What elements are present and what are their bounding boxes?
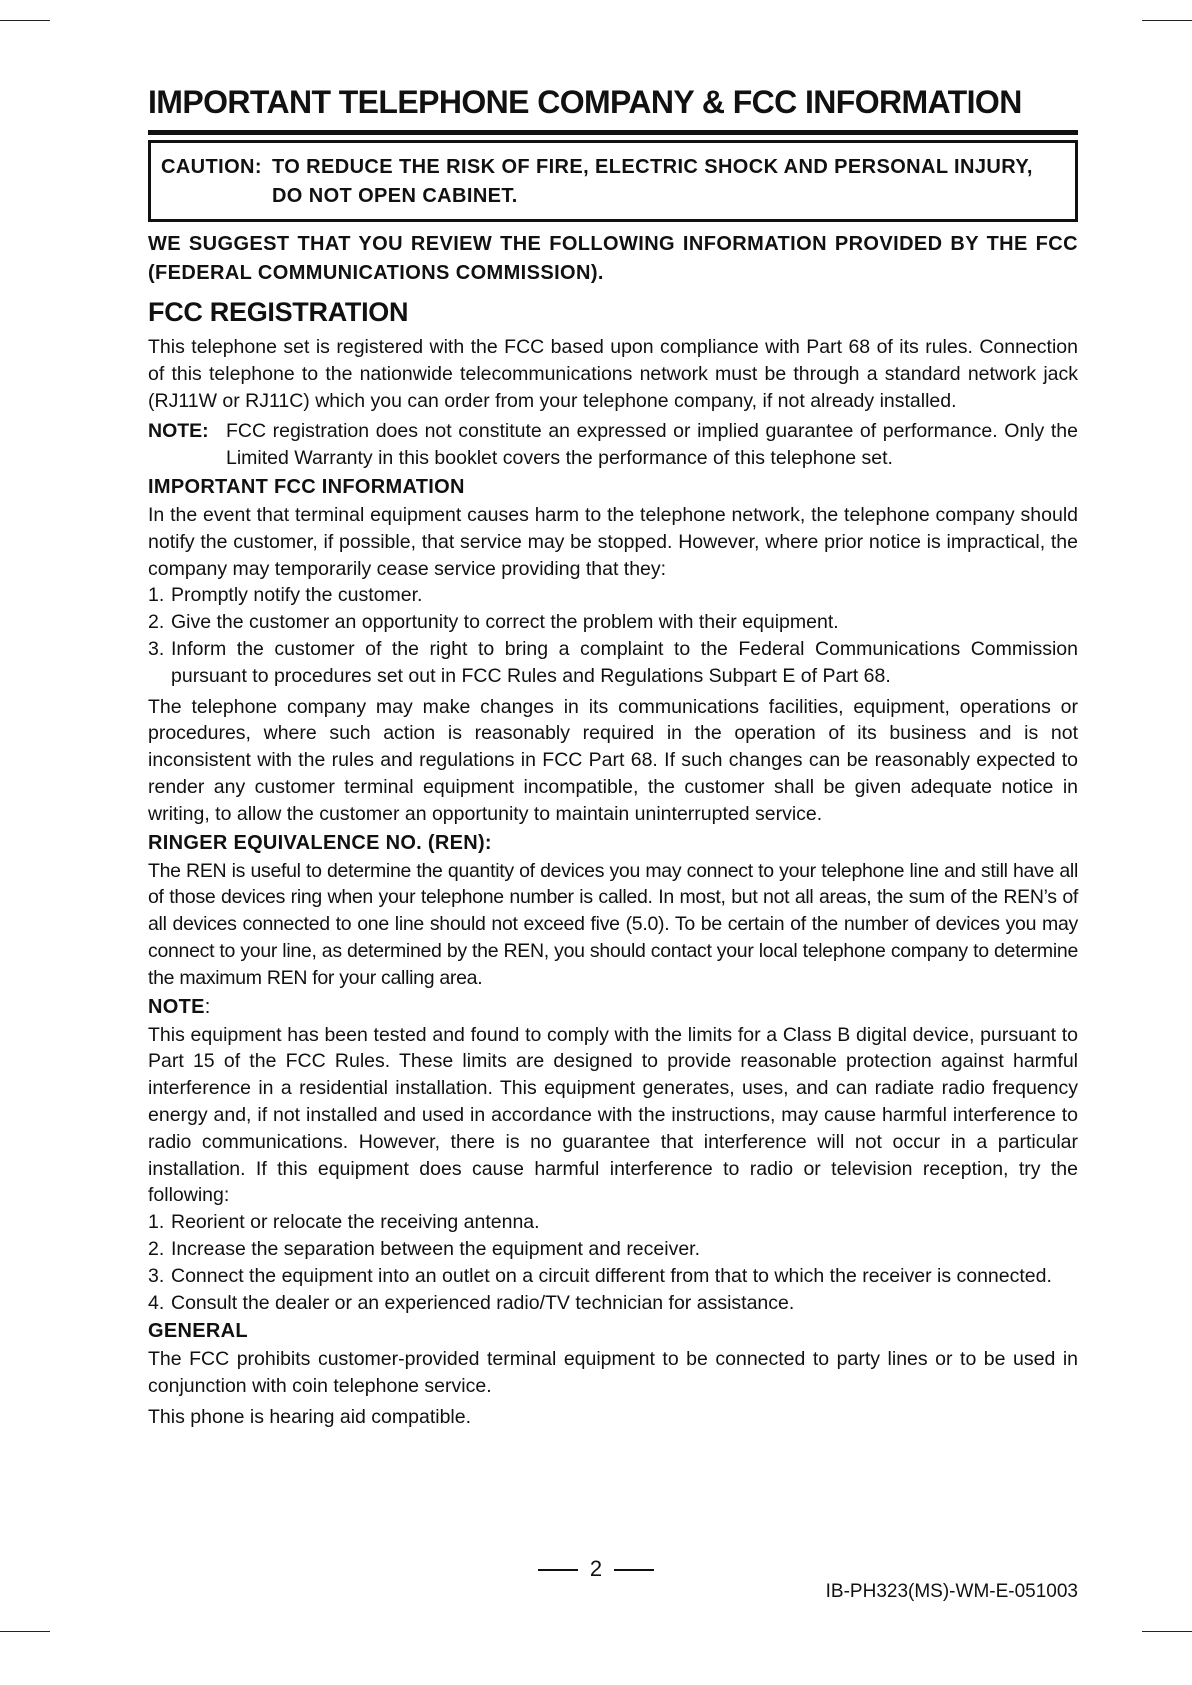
ren-heading: RINGER EQUIVALENCE NO. (REN):	[148, 831, 492, 854]
title-divider	[148, 130, 1078, 135]
crop-mark-bottom-right	[1142, 1631, 1192, 1632]
list-number: 3.	[148, 1264, 165, 1287]
general-heading: GENERAL	[148, 1320, 248, 1343]
review-suggestion: WE SUGGEST THAT YOU REVIEW THE FOLLOWING INFORMATION PROVIDED BY THE FCC (FEDERAL COMMUNICATIONS COMMISSION).	[148, 233, 1078, 284]
list-text: Reorient or relocate the receiving antenna.	[171, 1211, 540, 1234]
page-dash-left	[538, 1569, 578, 1571]
list-item	[148, 609, 1078, 636]
note-heading-colon: :	[204, 995, 211, 1018]
note-label: NOTE:	[148, 420, 209, 443]
general-body: The FCC prohibits customer-provided terminal equipment to be connected to party lines or to be used in conjunction with coin telephone service.	[148, 1348, 1078, 1398]
list-text: Increase the separation between the equipment and receiver.	[171, 1237, 701, 1260]
page-title: IMPORTANT TELEPHONE COMPANY & FCC INFORMATION	[148, 84, 1022, 120]
list-number: 4.	[148, 1291, 165, 1314]
fcc-registration-heading: FCC REGISTRATION	[148, 297, 409, 327]
caution-box	[148, 140, 1078, 222]
list-text: Connect the equipment into an outlet on a circuit different from that to which the receiver is connected.	[171, 1264, 1052, 1287]
note-heading-text: NOTE	[148, 995, 205, 1018]
list-item	[148, 1236, 1078, 1263]
list-item	[148, 1290, 1078, 1317]
important-fcc-heading: IMPORTANT FCC INFORMATION	[148, 475, 465, 498]
list-text: Promptly notify the customer.	[171, 584, 423, 607]
hearing-aid-note: This phone is hearing aid compatible.	[148, 1405, 472, 1428]
page-dash-right	[614, 1569, 654, 1571]
class-b-body: This equipment has been tested and found to comply with the limits for a Class B digital device, pursuant to Part 15 of the FCC Rules. These limits are designed to provide reasonable protection against harmful interference in a residential installation. This equipment generates, uses, and can radiate radio frequency energy and, if not installed and used in accordance with the instructions, may cause harmful interference to radio communications. However, there is no guarantee that interference will not occur in a particular installation. If this equipment does cause harmful interference to radio or television reception, try the following:	[148, 1023, 1078, 1207]
crop-mark-bottom-left	[0, 1631, 50, 1632]
list-item	[148, 1209, 1078, 1236]
list-item	[148, 582, 1078, 609]
list-number: 1.	[148, 1211, 165, 1234]
list-number: 1.	[148, 584, 165, 607]
interference-steps-list	[148, 1209, 1078, 1316]
fcc-registration-body: This telephone set is registered with the FCC based upon compliance with Part 68 of its rules. Connection of this telephone to the nationwide telecommunications network must be through a standard network jack (RJ11W or RJ11C) which you can order from your telephone company, if not already installed.	[148, 336, 1078, 412]
document-code: IB-PH323(MS)-WM-E-051003	[825, 1581, 1078, 1602]
service-steps-list	[148, 582, 1078, 689]
list-number: 2.	[148, 611, 165, 634]
note-text: FCC registration does not constitute an expressed or implied guarantee of performance. Only the Limited Warranty in this booklet covers the performance of this telephone set.	[226, 420, 1078, 470]
list-number: 3.	[148, 637, 165, 660]
list-text: Inform the customer of the right to bring a complaint to the Federal Communications Commission pursuant to procedures set out in FCC Rules and Regulations Subpart E of Part 68.	[171, 637, 1078, 687]
document-page	[148, 80, 1078, 1431]
list-item	[148, 1263, 1078, 1290]
crop-mark-top-right	[1142, 20, 1192, 21]
list-text: Consult the dealer or an experienced radio/TV technician for assistance.	[171, 1291, 795, 1314]
caution-text: TO REDUCE THE RISK OF FIRE, ELECTRIC SHOCK AND PERSONAL INJURY, DO NOT OPEN CABINET.	[271, 156, 1033, 207]
changes-paragraph: The telephone company may make changes in its communications facilities, equipment, operations or procedures, where such action is reasonably required in the operation of its business and is not inconsistent with the rules and regulations in FCC Part 68. If such changes can be reasonably expected to render any customer terminal equipment incompatible, the customer shall be given adequate notice in writing, to allow the customer an opportunity to maintain uninterrupted service.	[148, 695, 1078, 825]
caution-label: CAUTION:	[161, 156, 262, 178]
crop-mark-top-left	[0, 20, 50, 21]
note-heading	[148, 993, 1078, 1022]
ren-body: The REN is useful to determine the quantity of devices you may connect to your telephone line and still have all of those devices ring when your telephone number is called. In most, but not all areas, the sum of the REN’s of all devices connected to one line should not exceed five (5.0). To be certain of the number of devices you may connect to your line, as determined by the REN, you should contact your local telephone company to determine the maximum REN for your calling area.	[148, 859, 1078, 989]
page-number: 2	[589, 1556, 603, 1581]
list-number: 2.	[148, 1237, 165, 1260]
important-fcc-intro: In the event that terminal equipment causes harm to the telephone network, the telephone company should notify the customer, if possible, that service may be stopped. However, where prior notice is impractical, the company may temporarily cease service providing that they:	[148, 503, 1078, 580]
registration-note	[148, 418, 1078, 472]
list-text: Give the customer an opportunity to correct the problem with their equipment.	[171, 611, 839, 634]
list-item	[148, 636, 1078, 690]
